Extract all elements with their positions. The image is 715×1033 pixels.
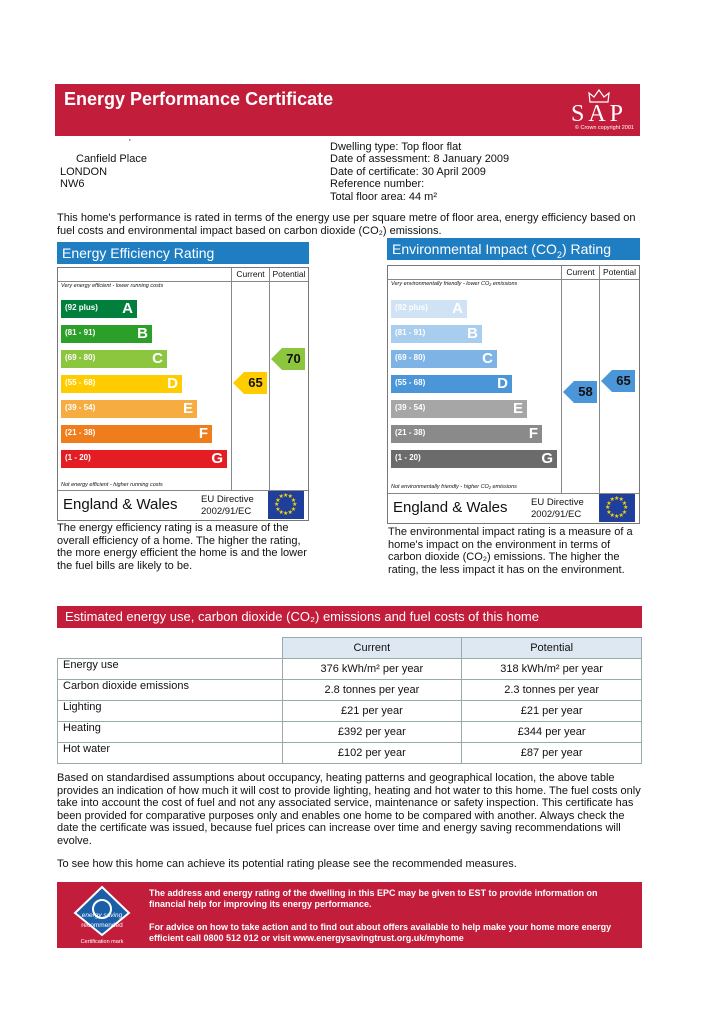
energy-efficiency-panel	[57, 242, 309, 520]
footer-banner	[57, 882, 642, 948]
column-potential: Potential	[602, 267, 637, 277]
environmental-impact-chart	[387, 265, 640, 524]
band-letter: B	[137, 325, 148, 342]
recommended-measures-text: To see how this home can achieve its potential rating please see the recommended measures.	[57, 858, 517, 870]
address-line-2: LONDON	[60, 166, 108, 178]
intro-text: This home's performance is rated in terms of the energy use per square metre of floor area, energy efficiency based on fuel costs and environmental impact based on carbon dioxide (CO₂) emissions.	[57, 212, 636, 237]
address-line-1: Canfield Place	[76, 153, 147, 165]
date-of-certificate: Date of certificate: 30 April 2009	[330, 166, 486, 178]
potential-rating-arrow	[601, 370, 635, 392]
potential-value: 2.3 tonnes per year	[462, 680, 642, 701]
total-floor-area: Total floor area: 44 m²	[330, 191, 437, 203]
rating-band-e	[61, 400, 197, 418]
table-row	[58, 659, 642, 680]
current-value: £102 per year	[282, 743, 462, 764]
row-label: Energy use	[58, 659, 283, 680]
certification-mark-caption: Certification mark	[80, 939, 124, 945]
rating-band-d	[391, 375, 512, 393]
eu-flag-icon: ★ ★ ★ ★ ★ ★ ★ ★ ★ ★ ★ ★	[268, 491, 304, 519]
band-letter: A	[452, 300, 463, 317]
band-letter: C	[152, 350, 163, 367]
band-letter: D	[167, 375, 178, 392]
table-row	[58, 722, 642, 743]
band-range-label: (39 - 54)	[65, 403, 96, 412]
band-range-label: (92 plus)	[65, 303, 98, 312]
bottom-note: Not environmentally friendly - higher CO₂ emissions	[391, 484, 517, 490]
column-current: Current	[566, 267, 595, 277]
region-label: England & Wales	[63, 496, 178, 513]
band-range-label: (69 - 80)	[65, 353, 96, 362]
logo-text-mid: recommended	[81, 922, 123, 929]
band-range-label: (1 - 20)	[65, 453, 91, 462]
rating-band-a	[391, 300, 467, 318]
rating-value: 65	[244, 372, 267, 394]
environmental-description: The environmental impact rating is a measure of a home's impact on the environment in terms of carbon dioxide (CO₂) emissions. The higher the rating, the less impact it has on the environment.	[388, 526, 633, 576]
potential-value: £21 per year	[462, 701, 642, 722]
current-value: £21 per year	[282, 701, 462, 722]
sap-logo	[564, 87, 634, 133]
reference-number: Reference number:	[330, 178, 425, 190]
current-value: £392 per year	[282, 722, 462, 743]
energy-efficiency-chart	[57, 267, 309, 521]
table-row	[58, 680, 642, 701]
rating-value: 70	[282, 348, 305, 370]
band-range-label: (21 - 38)	[395, 428, 426, 437]
estimated-costs-table	[57, 637, 642, 764]
potential-rating-arrow	[271, 348, 305, 370]
band-letter: B	[467, 325, 478, 342]
current-value: 376 kWh/m² per year	[282, 659, 462, 680]
energy-saving-recommended-logo	[71, 885, 133, 945]
environmental-impact-title: Environmental Impact $(CO_2)$ Rating	[387, 238, 640, 260]
efficiency-description: The energy efficiency rating is a measure of the overall efficiency of a home. The higher the rating, the more energy efficient the home is and the lower the fuel bills are likely to be.	[57, 522, 307, 572]
band-range-label: (69 - 80)	[395, 353, 426, 362]
band-letter: D	[497, 375, 508, 392]
column-current: Current	[236, 269, 265, 279]
band-range-label: (21 - 38)	[65, 428, 96, 437]
sap-logo-text: SAP	[570, 101, 628, 127]
rating-value: 65	[612, 370, 635, 392]
eu-flag-icon: ★ ★ ★ ★ ★ ★ ★ ★ ★ ★ ★ ★	[599, 494, 635, 522]
rating-band-b	[391, 325, 482, 343]
row-label: Carbon dioxide emissions	[58, 680, 283, 701]
band-range-label: (81 - 91)	[65, 328, 96, 337]
band-letter: C	[482, 350, 493, 367]
eu-directive: EU Directive	[531, 497, 584, 508]
band-range-label: (92 plus)	[395, 303, 428, 312]
column-potential: Potential	[462, 638, 642, 659]
top-note: Very energy efficient - lower running costs	[61, 283, 164, 289]
current-rating-arrow	[563, 381, 597, 403]
band-letter: F	[198, 425, 208, 442]
band-letter: E	[182, 400, 193, 417]
row-label: Heating	[58, 722, 283, 743]
logo-text-top: energy saving	[81, 912, 123, 919]
dwelling-type: Dwelling type: Top floor flat	[330, 141, 462, 153]
rating-band-a	[61, 300, 137, 318]
current-rating-arrow	[233, 372, 267, 394]
rating-band-f	[391, 425, 542, 443]
band-letter: G	[211, 450, 223, 467]
assumptions-text: Based on standardised assumptions about occupancy, heating patterns and geographical location, the above table provides an indication of how much it will cost to provide lighting, heating and hot water to this home. The fuel costs only take into account the cost of fuel and not any associated service, maintenance or safety inspection. This certificate has been provided for comparative purposes only and enables one home to be compared with another. Always check the date the certificate was issued, because fuel prices can increase over time and energy saving recommendations will evolve.	[57, 772, 641, 847]
band-letter: E	[512, 400, 523, 417]
band-range-label: (1 - 20)	[395, 453, 421, 462]
energy-saving-logo-icon	[71, 885, 133, 937]
band-range-label: (55 - 68)	[395, 378, 426, 387]
rating-band-b	[61, 325, 152, 343]
estimated-section-title: Estimated energy use, carbon dioxide (CO₂) emissions and fuel costs of this home	[57, 606, 642, 628]
band-range-label: (55 - 68)	[65, 378, 96, 387]
current-value: 2.8 tonnes per year	[282, 680, 462, 701]
region-label: England & Wales	[393, 499, 508, 516]
rating-band-c	[61, 350, 167, 368]
address-line-3: NW6	[60, 178, 85, 190]
certificate-header	[55, 84, 640, 136]
eu-directive-code: 2002/91/EC	[531, 509, 582, 520]
eu-directive: EU Directive	[201, 494, 254, 505]
rating-band-c	[391, 350, 497, 368]
potential-value: £87 per year	[462, 743, 642, 764]
footer-paragraph-1: The address and energy rating of the dwelling in this EPC may be given to EST to provide information on financial help for improving its energy performance.	[149, 888, 598, 909]
table-row	[58, 743, 642, 764]
copyright-note: © Crown copyright 2001	[574, 125, 634, 131]
eu-directive-code: 2002/91/EC	[201, 506, 252, 517]
band-range-label: (81 - 91)	[395, 328, 426, 337]
page-title: Energy Performance Certificate	[64, 89, 334, 109]
potential-value: 318 kWh/m² per year	[462, 659, 642, 680]
bottom-note: Not energy efficient - higher running costs	[61, 482, 163, 488]
top-note: Very environmentally friendly - lower CO₂ emissions	[391, 281, 518, 287]
rating-band-d	[61, 375, 182, 393]
band-letter: A	[122, 300, 133, 317]
footer-paragraph-2: For advice on how to take action and to find out about offers available to help make your home more energy efficient call 0800 512 012 or visit www.energysavingtrust.org.uk/myhome	[149, 922, 612, 943]
band-range-label: (39 - 54)	[395, 403, 426, 412]
energy-efficiency-title: Energy Efficiency Rating	[57, 242, 309, 264]
rating-band-g	[391, 450, 557, 468]
date-of-assessment: Date of assessment: 8 January 2009	[330, 153, 510, 165]
band-letter: F	[528, 425, 538, 442]
row-label: Lighting	[58, 701, 283, 722]
rating-band-f	[61, 425, 212, 443]
column-current: Current	[282, 638, 462, 659]
band-letter: G	[541, 450, 553, 467]
environmental-impact-panel	[387, 238, 640, 524]
column-potential: Potential	[272, 269, 306, 279]
rating-value: 58	[574, 381, 597, 403]
row-label: Hot water	[58, 743, 283, 764]
address-dot: ·	[128, 134, 132, 146]
potential-value: £344 per year	[462, 722, 642, 743]
rating-band-g	[61, 450, 227, 468]
rating-band-e	[391, 400, 527, 418]
table-row	[58, 701, 642, 722]
